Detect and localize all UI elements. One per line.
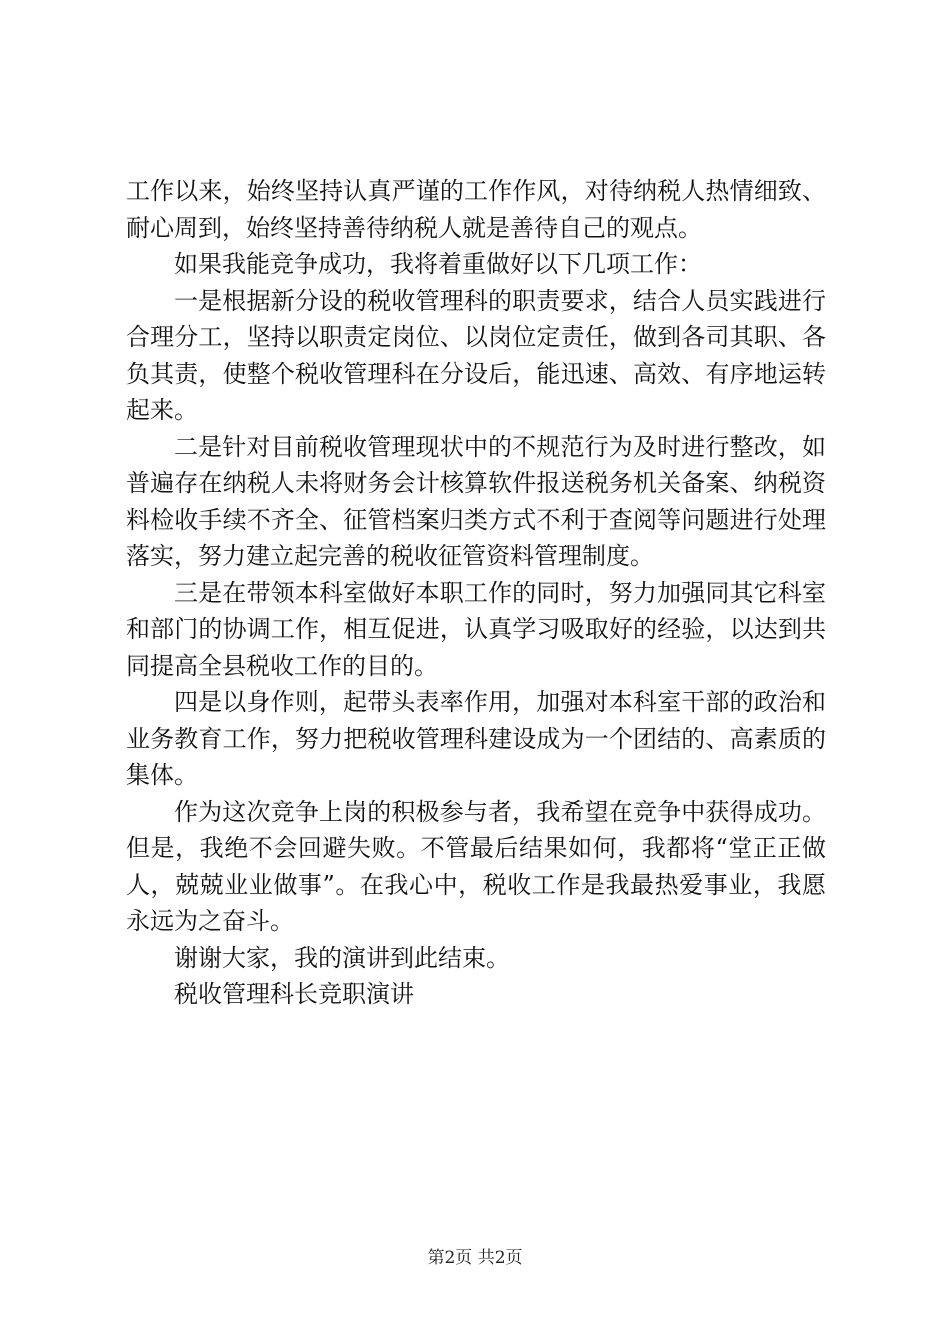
document-body (126, 173, 826, 1013)
paragraph-closing: 作为这次竞争上岗的积极参与者，我希望在竞争中获得成功。但是，我绝不会回避失败。不管最后结果如何，我都将“堂正正做人，兢兢业业做事”。在我心中，税收工作是我最热爱事业，我愿永远为之奋斗。 (126, 797, 826, 935)
paragraph-point-one: 一是根据新分设的税收管理科的职责要求，结合人员实践进行合理分工，坚持以职责定岗位、以岗位定责任，做到各司其职、各负其责，使整个税收管理科在分设后，能迅速、高效、有序地运转起来。 (126, 286, 826, 424)
paragraph-intro: 如果我能竞争成功，我将着重做好以下几项工作： (174, 250, 702, 278)
paragraph-title-note: 税收管理科长竞职演讲 (174, 980, 414, 1008)
paragraph-point-four: 四是以身作则，起带头表率作用，加强对本科室干部的政治和业务教育工作，努力把税收管理科建设成为一个团结的、高素质的集体。 (126, 688, 826, 789)
paragraph-point-two: 二是针对目前税收管理现状中的不规范行为及时进行整改，如普遍存在纳税人未将财务会计核算软件报送税务机关备案、纳税资料检收手续不齐全、征管档案归类方式不利于查阅等问题进行处理落实，努力建立起完善的税收征管资料管理制度。 (126, 432, 826, 570)
paragraph-point-three: 三是在带领本科室做好本职工作的同时，努力加强同其它科室和部门的协调工作，相互促进，认真学习吸取好的经验，以达到共同提高全县税收工作的目的。 (126, 578, 826, 680)
paragraph-thanks: 谢谢大家，我的演讲到此结束。 (174, 943, 510, 972)
page-footer: 第2页 共2页 (427, 1248, 523, 1268)
paragraph-continuation: 工作以来，始终坚持认真严谨的工作作风，对待纳税人热情细致、耐心周到，始终坚持善待纳税人就是善待自己的观点。 (126, 177, 826, 242)
